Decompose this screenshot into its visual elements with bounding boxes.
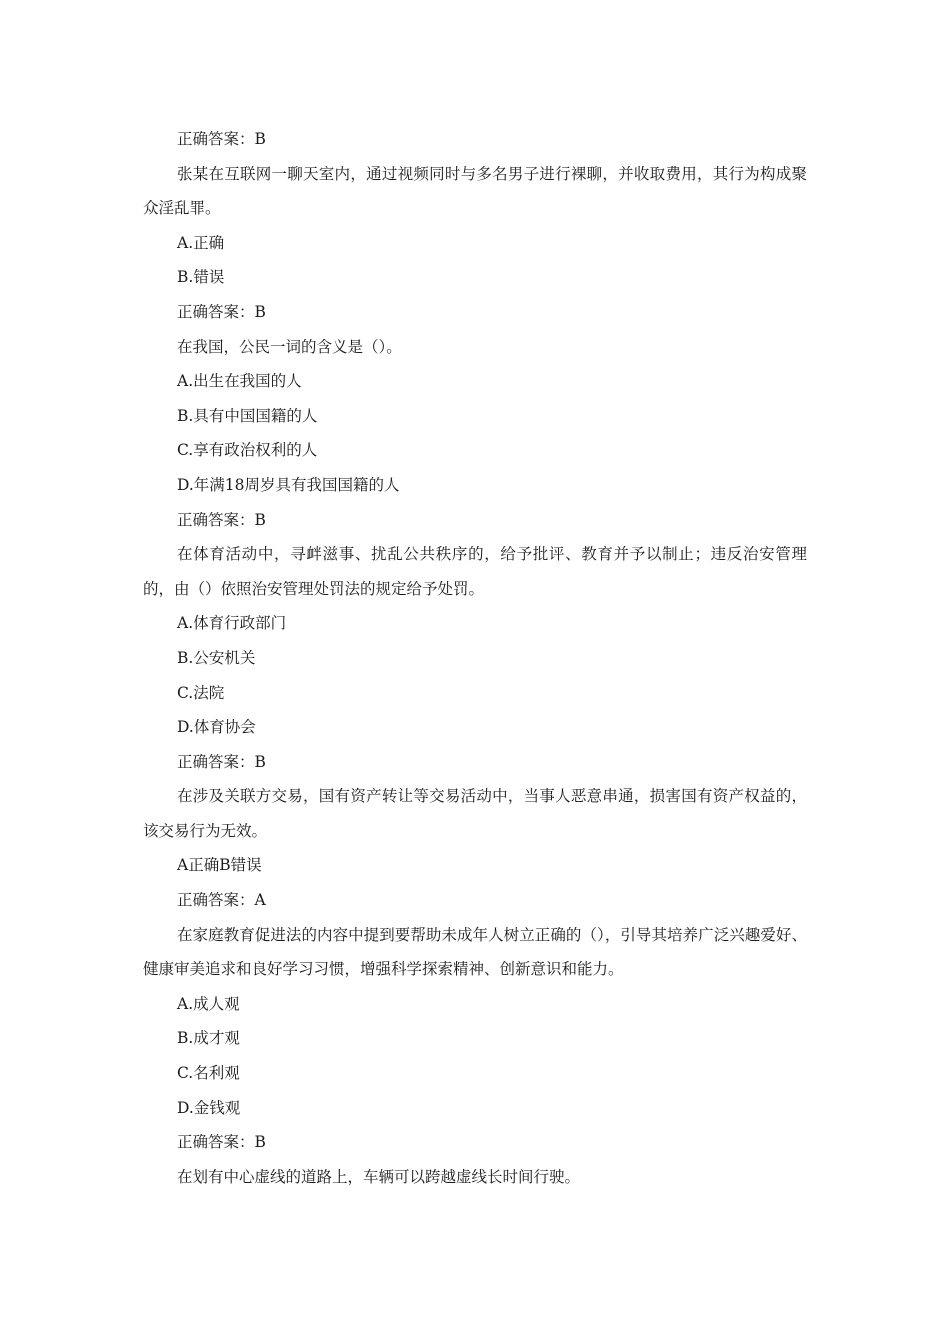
question-text: 在家庭教育促进法的内容中提到要帮助未成年人树立正确的（），引导其培养广泛兴趣爱好、健康审美追求和良好学习习惯，增强科学探索精神、创新意识和能力。: [143, 925, 807, 979]
question-text: 在体育活动中，寻衅滋事、扰乱公共秩序的，给予批评、教育并予以制止；违反治安管理的，由（）依照治安管理处罚法的规定给予处罚。: [143, 545, 807, 598]
answer-line: 正确答案：B: [177, 752, 266, 771]
question-text: 在涉及关联方交易，国有资产转让等交易活动中，当事人恶意串通，损害国有资产权益的，该交易行为无效。: [143, 787, 807, 840]
option-line: B.具有中国国籍的人: [177, 406, 318, 425]
option-line: D.年满18周岁具有我国国籍的人: [177, 475, 400, 494]
option-line: B.错误: [177, 268, 225, 287]
answer-line: 正确答案：B: [177, 130, 266, 148]
question-text: 张某在互联网一聊天室内，通过视频同时与多名男子进行裸聊，并收取费用，其行为构成聚众淫乱罪。: [143, 164, 807, 218]
question-text: 在我国，公民一词的含义是（）。: [177, 337, 402, 356]
answer-line: 正确答案：B: [177, 1133, 266, 1152]
answer-line: 正确答案：B: [177, 510, 266, 529]
question-text: 在划有中心虚线的道路上，车辆可以跨越虚线长时间行驶。: [177, 1167, 581, 1186]
option-line: A.出生在我国的人: [177, 372, 302, 391]
option-line: B.成才观: [177, 1029, 240, 1048]
option-line: C.享有政治权利的人: [177, 441, 318, 460]
option-line: A.体育行政部门: [177, 614, 287, 633]
option-line: C.法院: [177, 683, 225, 702]
option-line: C.名利观: [177, 1064, 240, 1083]
option-line: D.体育协会: [177, 718, 256, 737]
document-page: [143, 122, 807, 1194]
option-line: A.成人观: [177, 994, 240, 1013]
answer-line: 正确答案：B: [177, 302, 266, 321]
option-line: A.正确: [177, 233, 225, 252]
option-line: B.公安机关: [177, 648, 256, 667]
option-line: D.金钱观: [177, 1098, 241, 1117]
answer-line: 正确答案：A: [177, 891, 266, 910]
option-line: A正确B错误: [177, 856, 262, 875]
